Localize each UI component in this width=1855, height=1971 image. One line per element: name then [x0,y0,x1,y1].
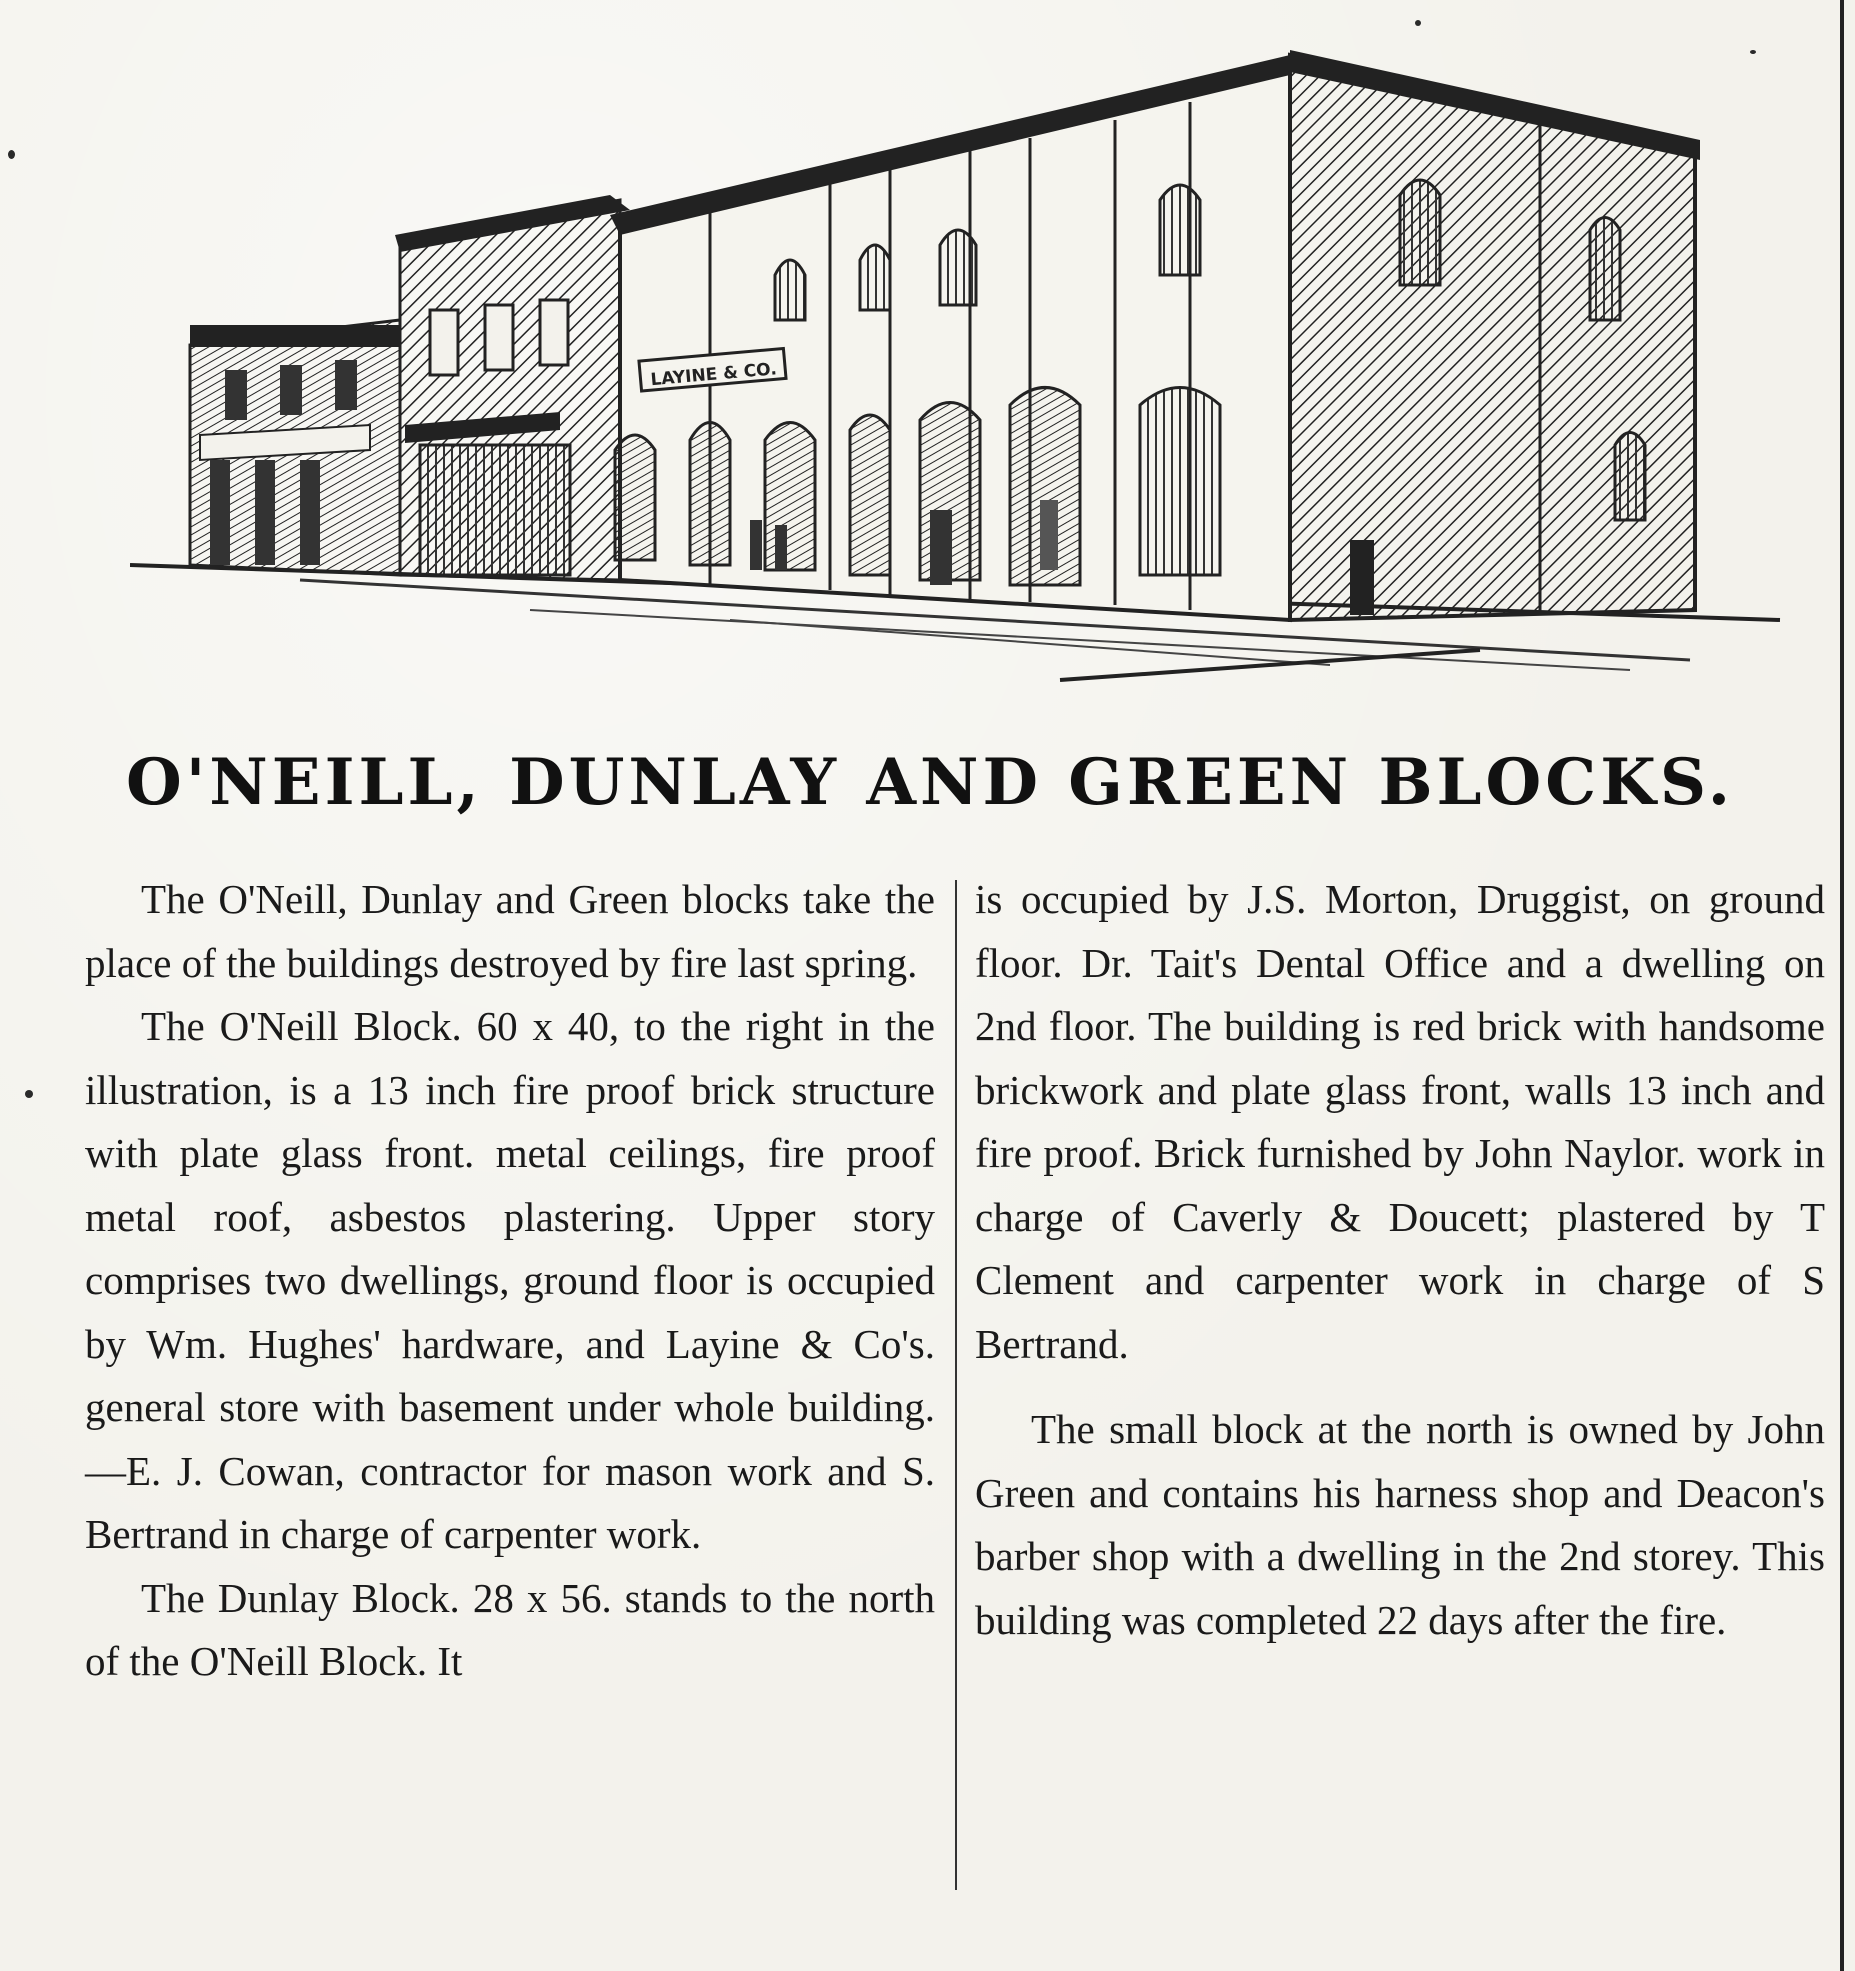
paragraph-oneill-block: The O'Neill Block. 60 x 40, to the right in the illustration, is a 13 inch fire proof brick structure with plate glass front. metal ceilings, fire proof metal roof, asbestos plastering. Upper story comprises two dwellings, ground floor is occupied by Wm. Hughes' hardware, and Layine & Co's. general store with basement under whole building.—E. J. Cowan, contractor for mason work and S. Bertrand in charge of carpenter work. [85,1003,935,1557]
oneill-block-side [1290,50,1700,620]
print-speck [8,150,15,159]
paragraph-dunlay-continued: is occupied by J.S. Morton, Druggist, on ground floor. Dr. Tait's Dental Office and a dwelling on 2nd floor. The building is red brick with handsome brickwork and plate glass front, walls 13 inch and fire proof. Brick furnished by John Naylor. work in charge of Caverly & Doucett; plastered by T Clement and carpenter work in charge of S Bertrand. [975,876,1825,1367]
print-speck [25,1090,33,1098]
column-divider [955,880,957,1890]
print-speck [1750,50,1756,54]
green-block [190,320,400,575]
right-column [975,868,1825,1652]
store-sign: LAYINE & CO. [649,359,778,391]
paragraph-dunlay-block: The Dunlay Block. 28 x 56. stands to the north of the O'Neill Block. It [85,1574,935,1684]
dunlay-block [395,195,630,580]
print-speck [1415,20,1421,26]
page-edge-rule [1840,0,1844,1971]
building-illustration [130,20,1790,710]
left-column [85,868,935,1694]
article-headline: O'NEILL, DUNLAY AND GREEN BLOCKS. [125,745,1735,820]
paragraph-intro: The O'Neill, Dunlay and Green blocks take the place of the buildings destroyed by fire last spring. [85,876,935,986]
oneill-block-front [610,55,1290,620]
paragraph-green-block: The small block at the north is owned by John Green and contains his harness shop and Deacon's barber shop with a dwelling in the 2nd storey. This building was completed 22 days after the fire. [975,1406,1825,1643]
